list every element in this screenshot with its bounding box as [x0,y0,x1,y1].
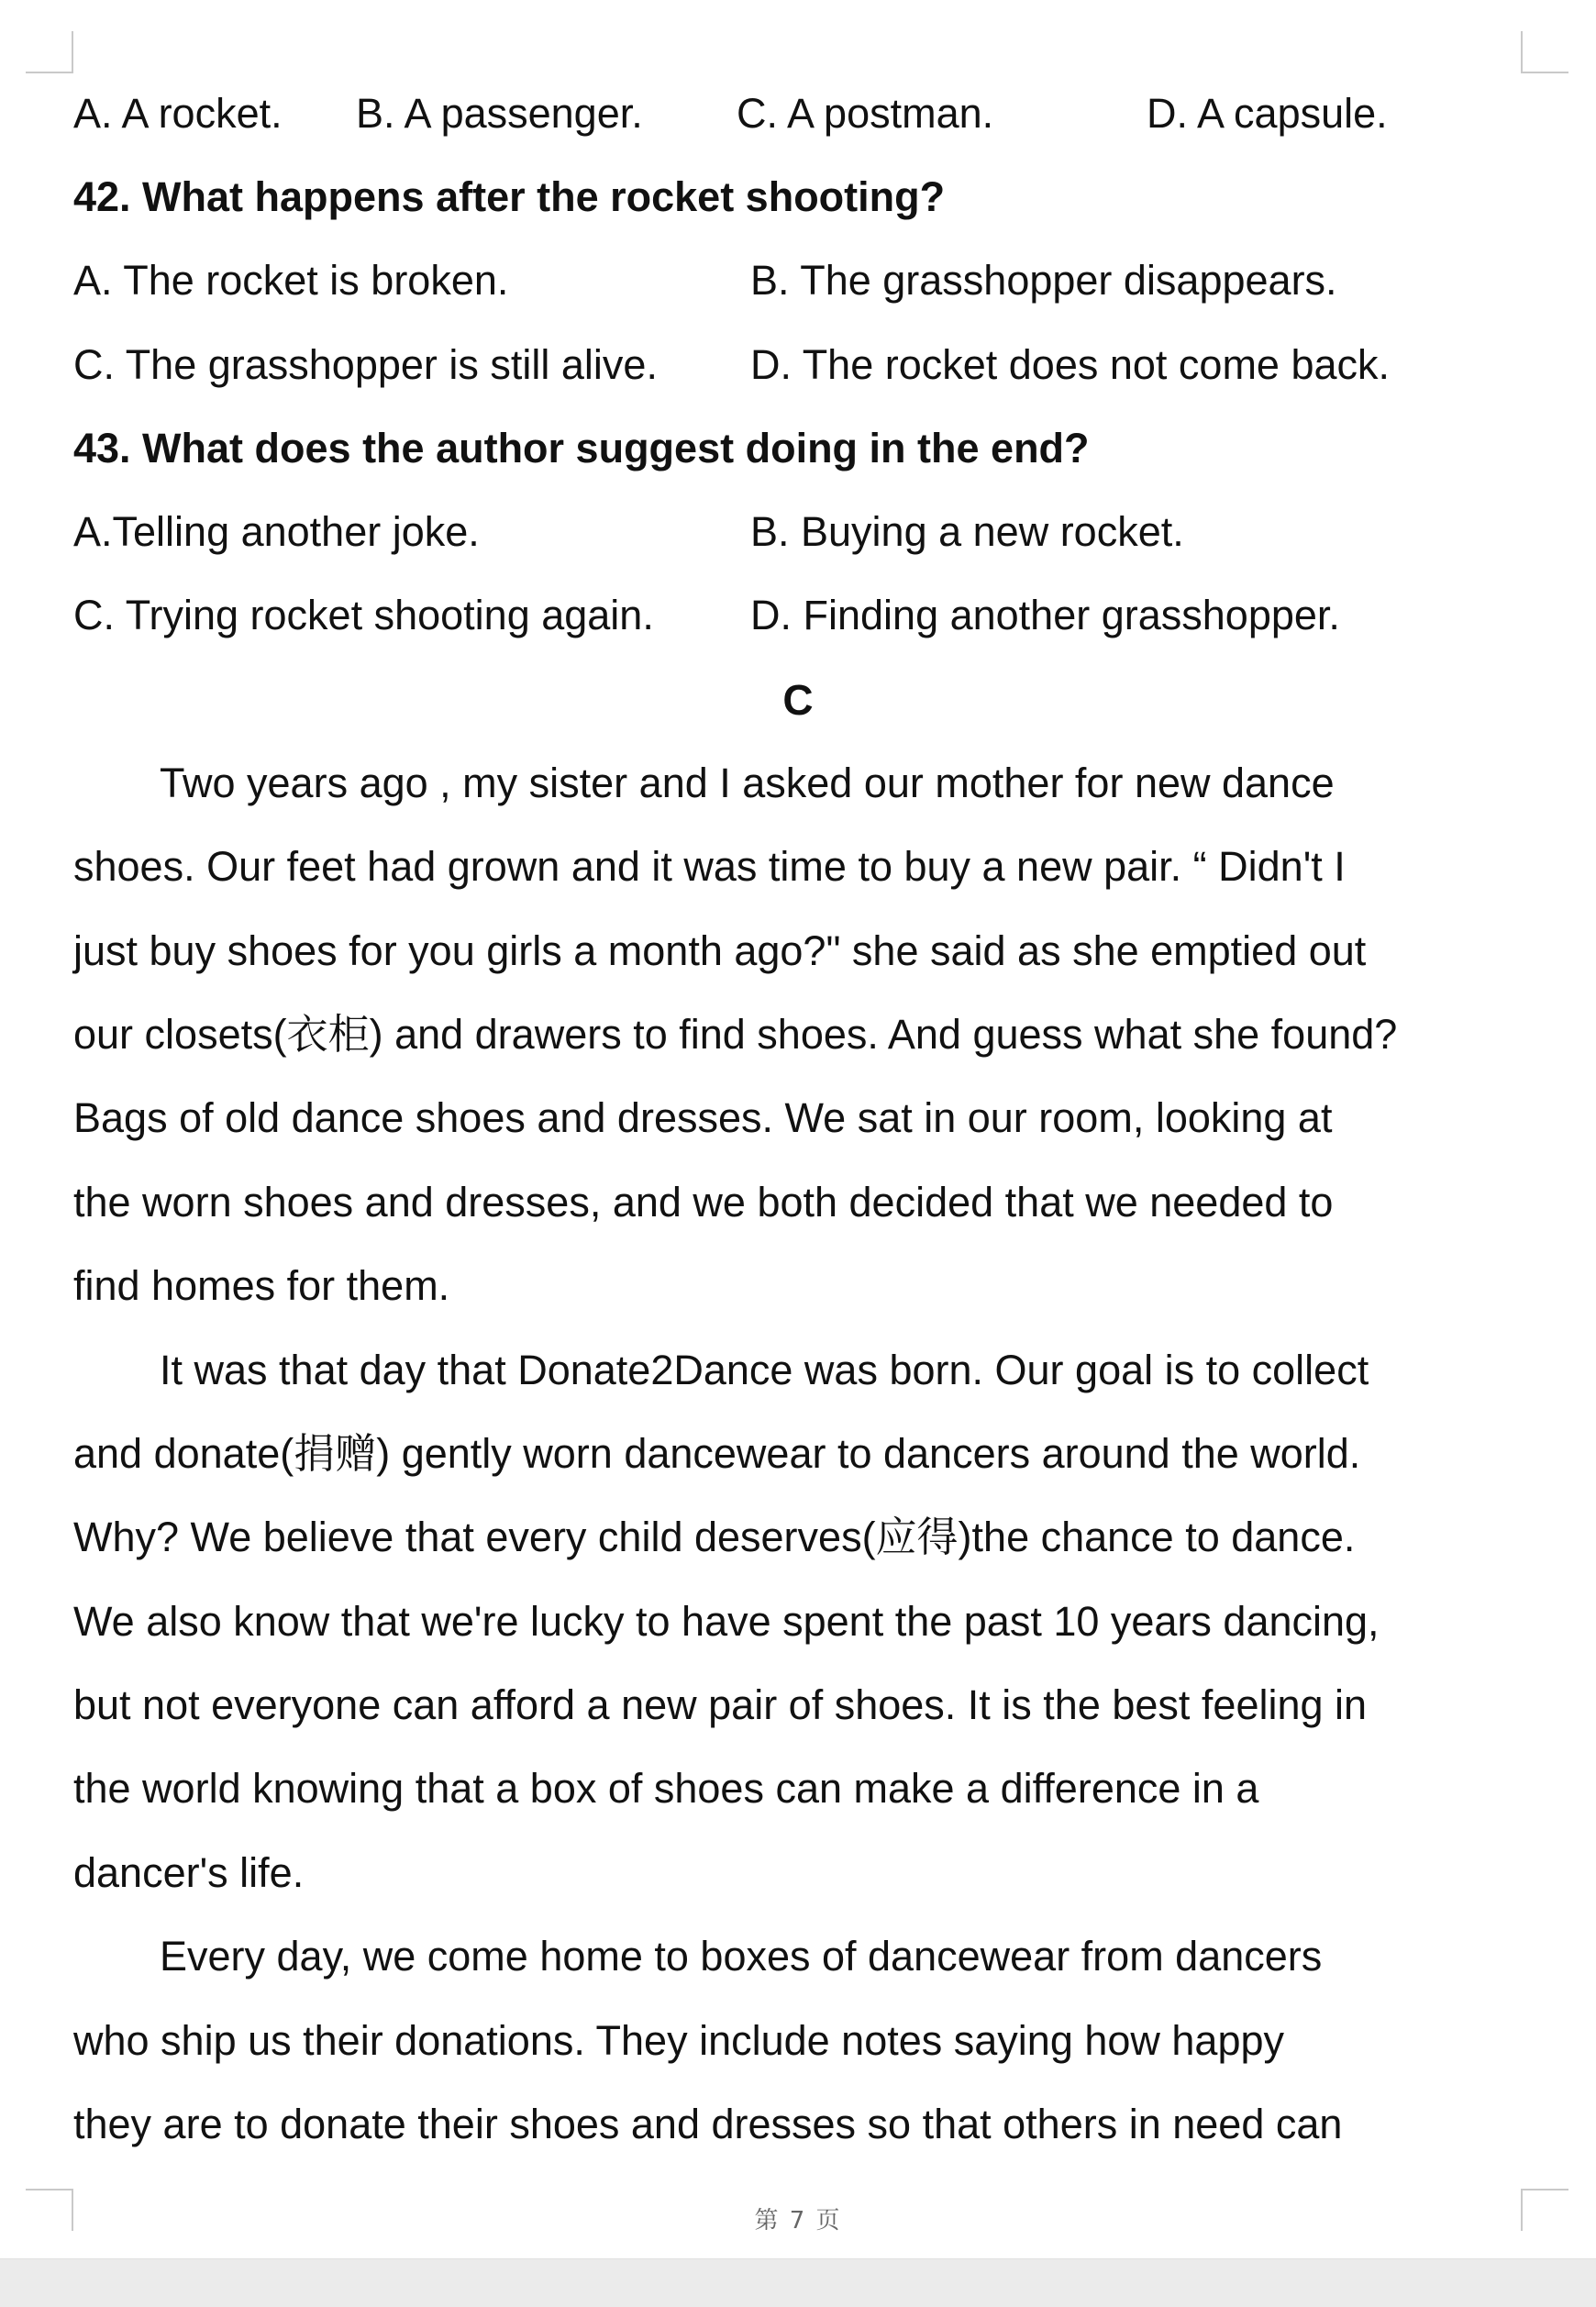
passage-line: but not everyone can afford a new pair of shoes. It is the best feeling in [73,1681,1368,1728]
passage-line: our closets(衣柜) and drawers to find shoes. And guess what she found? [73,1011,1398,1058]
passage-line: Two years ago , my sister and I asked our mother for new dance [160,760,1335,806]
page-number-footer: 第 7 页 [754,2207,842,2235]
section-title: C [782,676,814,724]
q43-option-d: D. Finding another grasshopper. [750,592,1340,638]
q41-option-a: A. A rocket. [73,90,283,137]
passage-line: Why? We believe that every child deserves(应得)the chance to dance. [73,1514,1356,1560]
passage-line: the worn shoes and dresses, and we both decided that we needed to [73,1179,1334,1226]
q43-option-b: B. Buying a new rocket. [750,508,1184,555]
q43-question: 43. What does the author suggest doing in the end? [73,425,1090,471]
passage-line: the world knowing that a box of shoes can make a difference in a [73,1765,1259,1812]
passage-line: We also know that we're lucky to have spent the past 10 years dancing, [73,1598,1380,1645]
q41-option-d: D. A capsule. [1147,90,1388,137]
passage-line: Bags of old dance shoes and dresses. We sat in our room, looking at [73,1094,1333,1141]
passage-line: Every day, we come home to boxes of dancewear from dancers [160,1933,1323,1980]
q43-option-a: A.Telling another joke. [73,508,480,555]
crop-mark-top-left [26,31,73,73]
passage-line: dancer's life. [73,1849,305,1896]
passage-line: shoes. Our feet had grown and it was time to buy a new pair. “ Didn't I [73,843,1346,890]
q42-option-c: C. The grasshopper is still alive. [73,341,658,388]
q42-option-d: D. The rocket does not come back. [750,341,1391,388]
q41-option-b: B. A passenger. [356,90,643,137]
q42-question: 42. What happens after the rocket shooting? [73,173,946,220]
passage-line: It was that day that Donate2Dance was born. Our goal is to collect [160,1347,1369,1393]
passage-line: just buy shoes for you girls a month ago?" she said as she emptied out [73,927,1367,974]
crop-mark-top-right [1521,31,1568,73]
passage-line: they are to donate their shoes and dresses so that others in need can [73,2101,1343,2147]
q42-option-b: B. The grasshopper disappears. [750,257,1337,304]
passage-line: and donate(捐赠) gently worn dancewear to dancers around the world. [73,1430,1361,1477]
passage-line: find homes for them. [73,1262,450,1309]
q43-option-c: C. Trying rocket shooting again. [73,592,654,638]
q41-option-c: C. A postman. [737,90,994,137]
passage-line: who ship us their donations. They include notes saying how happy [73,2017,1285,2064]
q42-option-a: A. The rocket is broken. [73,257,509,304]
viewer-bottom-strip [0,2258,1596,2307]
